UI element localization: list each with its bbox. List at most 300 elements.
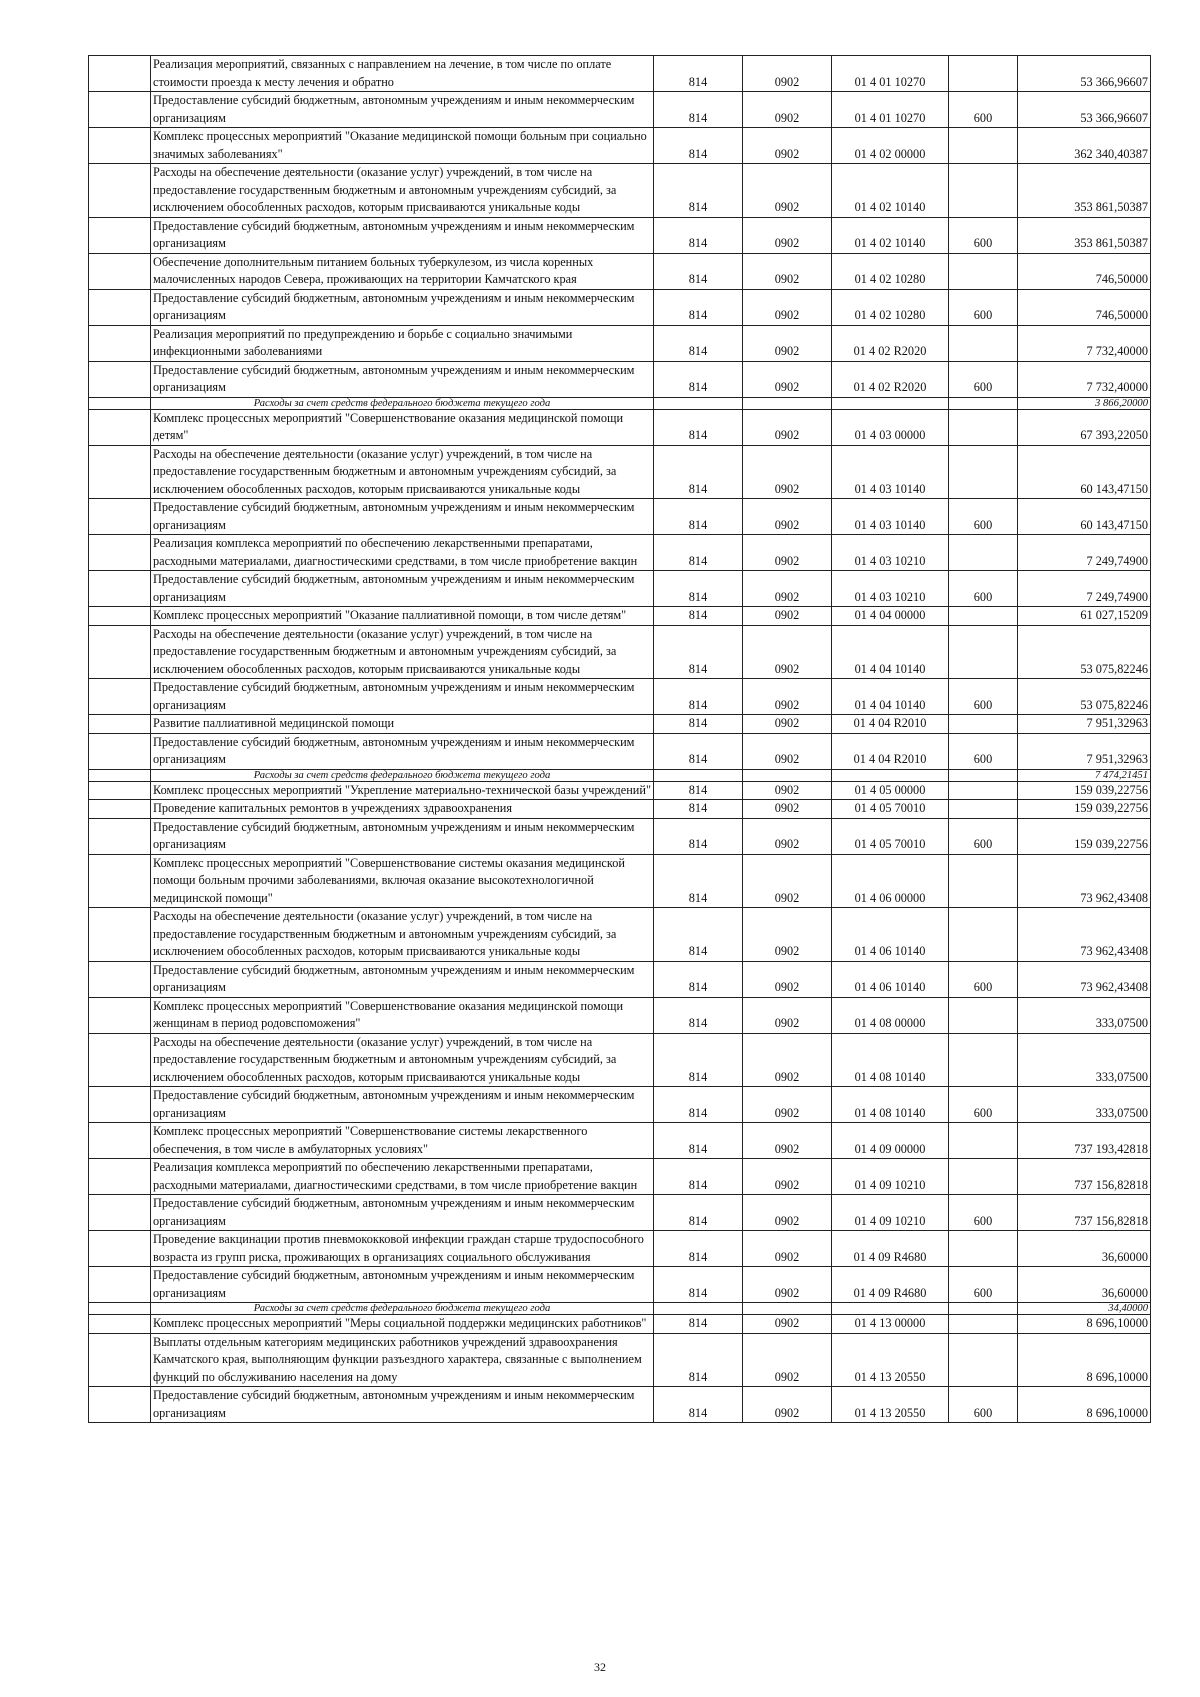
row-target-article — [832, 769, 949, 781]
row-target-article: 01 4 02 10140 — [832, 217, 949, 253]
row-section-code: 0902 — [743, 535, 832, 571]
row-blank-cell — [89, 715, 151, 734]
table-row — [89, 854, 1151, 908]
row-section-code: 0902 — [743, 1195, 832, 1231]
row-description: Проведение капитальных ремонтов в учреждениях здравоохранения — [151, 800, 654, 819]
row-description: Предоставление субсидий бюджетным, автономным учреждениям и иным некоммерческим организациям — [151, 289, 654, 325]
row-target-article: 01 4 13 20550 — [832, 1333, 949, 1387]
table-row — [89, 1267, 1151, 1303]
row-target-article: 01 4 02 10140 — [832, 164, 949, 218]
row-expense-type: 600 — [949, 733, 1018, 769]
row-amount: 34,40000 — [1018, 1303, 1151, 1315]
table-row — [89, 607, 1151, 626]
row-ministry-code: 814 — [654, 499, 743, 535]
table-row — [89, 445, 1151, 499]
row-expense-type — [949, 715, 1018, 734]
row-amount: 53 366,96607 — [1018, 92, 1151, 128]
row-target-article: 01 4 08 10140 — [832, 1087, 949, 1123]
table-row — [89, 1333, 1151, 1387]
row-blank-cell — [89, 445, 151, 499]
row-blank-cell — [89, 1231, 151, 1267]
row-description: Реализация комплекса мероприятий по обеспечению лекарственными препаратами, расходными материалами, диагностическими средствами, в том числе приобретение вакцин — [151, 535, 654, 571]
budget-table — [88, 55, 1151, 1423]
row-description: Расходы на обеспечение деятельности (оказание услуг) учреждений, в том числе на предоставление государственным бюджетным и автономным учреждениям субсидий, за исключением обособленных расходов, которым присваиваются уникальные коды — [151, 445, 654, 499]
row-section-code: 0902 — [743, 56, 832, 92]
row-blank-cell — [89, 1303, 151, 1315]
row-description: Комплекс процессных мероприятий "Совершенствование оказания медицинской помощи детям" — [151, 409, 654, 445]
table-note-row — [89, 397, 1151, 409]
row-target-article: 01 4 04 R2010 — [832, 715, 949, 734]
row-expense-type — [949, 253, 1018, 289]
row-section-code: 0902 — [743, 625, 832, 679]
row-amount: 362 340,40387 — [1018, 128, 1151, 164]
row-description: Реализация мероприятий, связанных с направлением на лечение, в том числе по оплате стоимости проезда к месту лечения и обратно — [151, 56, 654, 92]
row-amount: 60 143,47150 — [1018, 499, 1151, 535]
row-blank-cell — [89, 854, 151, 908]
row-blank-cell — [89, 1087, 151, 1123]
row-blank-cell — [89, 571, 151, 607]
row-description: Предоставление субсидий бюджетным, автономным учреждениям и иным некоммерческим организациям — [151, 818, 654, 854]
row-target-article: 01 4 03 10140 — [832, 499, 949, 535]
row-ministry-code: 814 — [654, 1267, 743, 1303]
row-target-article: 01 4 13 00000 — [832, 1315, 949, 1334]
row-section-code: 0902 — [743, 253, 832, 289]
row-expense-type: 600 — [949, 1267, 1018, 1303]
row-ministry-code: 814 — [654, 1159, 743, 1195]
row-blank-cell — [89, 679, 151, 715]
row-section-code: 0902 — [743, 800, 832, 819]
row-target-article: 01 4 03 10140 — [832, 445, 949, 499]
row-amount: 60 143,47150 — [1018, 445, 1151, 499]
row-ministry-code: 814 — [654, 997, 743, 1033]
table-row — [89, 1387, 1151, 1423]
row-target-article — [832, 1303, 949, 1315]
table-row — [89, 1087, 1151, 1123]
row-expense-type: 600 — [949, 217, 1018, 253]
row-ministry-code: 814 — [654, 625, 743, 679]
row-expense-type — [949, 1333, 1018, 1387]
row-blank-cell — [89, 1267, 151, 1303]
row-blank-cell — [89, 325, 151, 361]
row-target-article: 01 4 09 R4680 — [832, 1267, 949, 1303]
table-note-row — [89, 1303, 1151, 1315]
row-ministry-code: 814 — [654, 325, 743, 361]
row-target-article: 01 4 06 10140 — [832, 961, 949, 997]
row-amount: 353 861,50387 — [1018, 164, 1151, 218]
row-target-article: 01 4 06 00000 — [832, 854, 949, 908]
row-description: Расходы за счет средств федерального бюджета текущего года — [151, 397, 654, 409]
row-ministry-code: 814 — [654, 1333, 743, 1387]
row-description: Комплекс процессных мероприятий "Совершенствование оказания медицинской помощи женщинам в период родовспоможения" — [151, 997, 654, 1033]
row-blank-cell — [89, 818, 151, 854]
row-amount: 8 696,10000 — [1018, 1315, 1151, 1334]
row-blank-cell — [89, 1315, 151, 1334]
row-amount: 61 027,15209 — [1018, 607, 1151, 626]
table-row — [89, 92, 1151, 128]
row-section-code: 0902 — [743, 128, 832, 164]
row-section-code: 0902 — [743, 1315, 832, 1334]
table-row — [89, 1033, 1151, 1087]
row-description: Предоставление субсидий бюджетным, автономным учреждениям и иным некоммерческим организациям — [151, 733, 654, 769]
table-note-row — [89, 769, 1151, 781]
row-description: Предоставление субсидий бюджетным, автономным учреждениям и иным некоммерческим организациям — [151, 92, 654, 128]
row-expense-type — [949, 409, 1018, 445]
table-row — [89, 361, 1151, 397]
row-amount: 159 039,22756 — [1018, 818, 1151, 854]
row-target-article: 01 4 02 10280 — [832, 253, 949, 289]
row-section-code — [743, 1303, 832, 1315]
row-expense-type: 600 — [949, 361, 1018, 397]
row-blank-cell — [89, 92, 151, 128]
row-section-code: 0902 — [743, 571, 832, 607]
row-blank-cell — [89, 128, 151, 164]
row-expense-type — [949, 769, 1018, 781]
row-amount: 8 696,10000 — [1018, 1333, 1151, 1387]
row-section-code: 0902 — [743, 854, 832, 908]
row-blank-cell — [89, 961, 151, 997]
row-amount: 3 866,20000 — [1018, 397, 1151, 409]
table-row — [89, 1315, 1151, 1334]
row-section-code: 0902 — [743, 217, 832, 253]
table-row — [89, 1231, 1151, 1267]
row-section-code: 0902 — [743, 361, 832, 397]
row-target-article: 01 4 04 00000 — [832, 607, 949, 626]
row-expense-type: 600 — [949, 289, 1018, 325]
row-ministry-code — [654, 1303, 743, 1315]
row-description: Комплекс процессных мероприятий "Оказание паллиативной помощи, в том числе детям" — [151, 607, 654, 626]
row-section-code: 0902 — [743, 92, 832, 128]
row-ministry-code: 814 — [654, 679, 743, 715]
row-ministry-code: 814 — [654, 1387, 743, 1423]
row-ministry-code: 814 — [654, 961, 743, 997]
row-target-article: 01 4 02 00000 — [832, 128, 949, 164]
row-ministry-code: 814 — [654, 781, 743, 800]
row-blank-cell — [89, 217, 151, 253]
row-expense-type — [949, 1315, 1018, 1334]
row-expense-type — [949, 535, 1018, 571]
row-section-code: 0902 — [743, 908, 832, 962]
row-section-code — [743, 769, 832, 781]
row-amount: 53 366,96607 — [1018, 56, 1151, 92]
row-description: Проведение вакцинации против пневмококковой инфекции граждан старше трудоспособного возраста из групп риска, проживающих в организациях социального обслуживания — [151, 1231, 654, 1267]
row-amount: 746,50000 — [1018, 253, 1151, 289]
row-description: Предоставление субсидий бюджетным, автономным учреждениям и иным некоммерческим организациям — [151, 1195, 654, 1231]
row-ministry-code: 814 — [654, 733, 743, 769]
row-amount: 159 039,22756 — [1018, 800, 1151, 819]
row-amount: 7 732,40000 — [1018, 361, 1151, 397]
row-target-article: 01 4 01 10270 — [832, 56, 949, 92]
row-ministry-code: 814 — [654, 800, 743, 819]
row-ministry-code: 814 — [654, 535, 743, 571]
row-ministry-code — [654, 769, 743, 781]
table-row — [89, 1159, 1151, 1195]
row-description: Предоставление субсидий бюджетным, автономным учреждениям и иным некоммерческим организациям — [151, 1087, 654, 1123]
row-blank-cell — [89, 1333, 151, 1387]
row-amount: 7 732,40000 — [1018, 325, 1151, 361]
row-blank-cell — [89, 409, 151, 445]
row-ministry-code: 814 — [654, 571, 743, 607]
row-target-article: 01 4 09 R4680 — [832, 1231, 949, 1267]
row-ministry-code: 814 — [654, 607, 743, 626]
row-target-article: 01 4 02 10280 — [832, 289, 949, 325]
row-target-article: 01 4 08 10140 — [832, 1033, 949, 1087]
row-expense-type: 600 — [949, 961, 1018, 997]
row-amount: 7 249,74900 — [1018, 571, 1151, 607]
row-target-article: 01 4 13 20550 — [832, 1387, 949, 1423]
row-amount: 737 193,42818 — [1018, 1123, 1151, 1159]
row-target-article: 01 4 03 10210 — [832, 535, 949, 571]
row-section-code: 0902 — [743, 1387, 832, 1423]
row-ministry-code: 814 — [654, 1033, 743, 1087]
table-row — [89, 800, 1151, 819]
row-expense-type — [949, 325, 1018, 361]
row-ministry-code: 814 — [654, 1195, 743, 1231]
row-ministry-code: 814 — [654, 1087, 743, 1123]
row-expense-type — [949, 997, 1018, 1033]
row-blank-cell — [89, 1387, 151, 1423]
row-description: Расходы на обеспечение деятельности (оказание услуг) учреждений, в том числе на предоставление государственным бюджетным и автономным учреждениям субсидий, за исключением обособленных расходов, которым присваиваются уникальные коды — [151, 908, 654, 962]
row-target-article: 01 4 05 70010 — [832, 800, 949, 819]
row-expense-type: 600 — [949, 1195, 1018, 1231]
row-section-code: 0902 — [743, 679, 832, 715]
row-blank-cell — [89, 1123, 151, 1159]
row-amount: 7 249,74900 — [1018, 535, 1151, 571]
table-row — [89, 818, 1151, 854]
row-blank-cell — [89, 908, 151, 962]
row-ministry-code: 814 — [654, 1315, 743, 1334]
row-section-code: 0902 — [743, 499, 832, 535]
row-blank-cell — [89, 253, 151, 289]
row-section-code: 0902 — [743, 715, 832, 734]
row-blank-cell — [89, 997, 151, 1033]
row-blank-cell — [89, 499, 151, 535]
row-expense-type — [949, 1303, 1018, 1315]
row-blank-cell — [89, 781, 151, 800]
row-section-code: 0902 — [743, 818, 832, 854]
row-section-code: 0902 — [743, 1087, 832, 1123]
row-target-article: 01 4 09 00000 — [832, 1123, 949, 1159]
row-description: Расходы на обеспечение деятельности (оказание услуг) учреждений, в том числе на предоставление государственным бюджетным и автономным учреждениям субсидий, за исключением обособленных расходов, которым присваиваются уникальные коды — [151, 1033, 654, 1087]
row-blank-cell — [89, 800, 151, 819]
row-amount: 73 962,43408 — [1018, 961, 1151, 997]
row-section-code — [743, 397, 832, 409]
row-amount: 333,07500 — [1018, 997, 1151, 1033]
row-ministry-code: 814 — [654, 818, 743, 854]
row-description: Развитие паллиативной медицинской помощи — [151, 715, 654, 734]
row-ministry-code: 814 — [654, 854, 743, 908]
row-amount: 73 962,43408 — [1018, 854, 1151, 908]
row-target-article: 01 4 04 10140 — [832, 625, 949, 679]
row-amount: 67 393,22050 — [1018, 409, 1151, 445]
row-section-code: 0902 — [743, 445, 832, 499]
table-row — [89, 56, 1151, 92]
row-blank-cell — [89, 1033, 151, 1087]
row-amount: 746,50000 — [1018, 289, 1151, 325]
row-description: Предоставление субсидий бюджетным, автономным учреждениям и иным некоммерческим организациям — [151, 1387, 654, 1423]
row-expense-type — [949, 854, 1018, 908]
row-description: Предоставление субсидий бюджетным, автономным учреждениям и иным некоммерческим организациям — [151, 361, 654, 397]
table-row — [89, 535, 1151, 571]
row-amount: 8 696,10000 — [1018, 1387, 1151, 1423]
row-ministry-code: 814 — [654, 715, 743, 734]
row-description: Реализация комплекса мероприятий по обеспечению лекарственными препаратами, расходными материалами, диагностическими средствами, в том числе приобретение вакцин — [151, 1159, 654, 1195]
row-expense-type — [949, 1033, 1018, 1087]
row-target-article: 01 4 09 10210 — [832, 1159, 949, 1195]
row-ministry-code: 814 — [654, 217, 743, 253]
table-row — [89, 499, 1151, 535]
row-amount: 73 962,43408 — [1018, 908, 1151, 962]
table-row — [89, 997, 1151, 1033]
table-row — [89, 164, 1151, 218]
row-blank-cell — [89, 625, 151, 679]
row-expense-type: 600 — [949, 1387, 1018, 1423]
table-row — [89, 217, 1151, 253]
row-expense-type: 600 — [949, 499, 1018, 535]
row-blank-cell — [89, 607, 151, 626]
row-expense-type: 600 — [949, 1087, 1018, 1123]
row-amount: 159 039,22756 — [1018, 781, 1151, 800]
row-blank-cell — [89, 397, 151, 409]
row-expense-type — [949, 164, 1018, 218]
row-ministry-code: 814 — [654, 253, 743, 289]
row-expense-type — [949, 800, 1018, 819]
page-number: 32 — [594, 1660, 606, 1674]
row-section-code: 0902 — [743, 325, 832, 361]
row-expense-type: 600 — [949, 679, 1018, 715]
row-description: Комплекс процессных мероприятий "Меры социальной поддержки медицинских работников" — [151, 1315, 654, 1334]
row-amount: 353 861,50387 — [1018, 217, 1151, 253]
row-ministry-code: 814 — [654, 56, 743, 92]
table-row — [89, 679, 1151, 715]
row-target-article: 01 4 04 10140 — [832, 679, 949, 715]
row-blank-cell — [89, 164, 151, 218]
row-description: Предоставление субсидий бюджетным, автономным учреждениям и иным некоммерческим организациям — [151, 961, 654, 997]
row-section-code: 0902 — [743, 409, 832, 445]
row-target-article: 01 4 03 10210 — [832, 571, 949, 607]
row-ministry-code: 814 — [654, 1123, 743, 1159]
row-blank-cell — [89, 361, 151, 397]
row-section-code: 0902 — [743, 164, 832, 218]
table-row — [89, 325, 1151, 361]
row-ministry-code: 814 — [654, 128, 743, 164]
row-ministry-code: 814 — [654, 289, 743, 325]
row-expense-type — [949, 397, 1018, 409]
row-expense-type — [949, 128, 1018, 164]
row-description: Выплаты отдельным категориям медицинских работников учреждений здравоохранения Камчатского края, выполняющим функции разъездного характера, связанные с выполнением функций по обслуживанию населения на дому — [151, 1333, 654, 1387]
row-description: Комплекс процессных мероприятий "Совершенствование системы лекарственного обеспечения, в том числе в амбулаторных условиях" — [151, 1123, 654, 1159]
row-blank-cell — [89, 733, 151, 769]
row-expense-type — [949, 1123, 1018, 1159]
row-blank-cell — [89, 535, 151, 571]
row-amount: 36,60000 — [1018, 1267, 1151, 1303]
row-expense-type — [949, 781, 1018, 800]
row-target-article: 01 4 06 10140 — [832, 908, 949, 962]
row-section-code: 0902 — [743, 1159, 832, 1195]
row-ministry-code: 814 — [654, 445, 743, 499]
row-expense-type — [949, 607, 1018, 626]
row-expense-type — [949, 56, 1018, 92]
row-target-article: 01 4 04 R2010 — [832, 733, 949, 769]
row-amount: 737 156,82818 — [1018, 1159, 1151, 1195]
row-section-code: 0902 — [743, 289, 832, 325]
row-section-code: 0902 — [743, 1123, 832, 1159]
row-ministry-code: 814 — [654, 92, 743, 128]
table-row — [89, 253, 1151, 289]
row-description: Комплекс процессных мероприятий "Совершенствование системы оказания медицинской помощи больным прочими заболеваниями, включая оказание высокотехнологичной медицинской помощи" — [151, 854, 654, 908]
row-section-code: 0902 — [743, 1033, 832, 1087]
row-amount: 333,07500 — [1018, 1087, 1151, 1123]
row-expense-type — [949, 1159, 1018, 1195]
row-description: Расходы за счет средств федерального бюджета текущего года — [151, 769, 654, 781]
row-blank-cell — [89, 1195, 151, 1231]
row-section-code: 0902 — [743, 781, 832, 800]
row-target-article — [832, 397, 949, 409]
table-body — [89, 56, 1151, 1423]
row-target-article: 01 4 09 10210 — [832, 1195, 949, 1231]
row-amount: 7 951,32963 — [1018, 733, 1151, 769]
row-expense-type: 600 — [949, 92, 1018, 128]
row-target-article: 01 4 01 10270 — [832, 92, 949, 128]
table-row — [89, 1123, 1151, 1159]
row-expense-type: 600 — [949, 571, 1018, 607]
row-section-code: 0902 — [743, 1333, 832, 1387]
table-row — [89, 625, 1151, 679]
row-description: Расходы на обеспечение деятельности (оказание услуг) учреждений, в том числе на предоставление государственным бюджетным и автономным учреждениям субсидий, за исключением обособленных расходов, которым присваиваются уникальные коды — [151, 625, 654, 679]
row-blank-cell — [89, 1159, 151, 1195]
row-description: Предоставление субсидий бюджетным, автономным учреждениям и иным некоммерческим организациям — [151, 571, 654, 607]
row-ministry-code: 814 — [654, 409, 743, 445]
row-section-code: 0902 — [743, 733, 832, 769]
row-description: Комплекс процессных мероприятий "Укрепление материально-технической базы учреждений" — [151, 781, 654, 800]
row-description: Расходы на обеспечение деятельности (оказание услуг) учреждений, в том числе на предоставление государственным бюджетным и автономным учреждениям субсидий, за исключением обособленных расходов, которым присваиваются уникальные коды — [151, 164, 654, 218]
row-section-code: 0902 — [743, 1267, 832, 1303]
row-expense-type — [949, 908, 1018, 962]
row-ministry-code: 814 — [654, 164, 743, 218]
row-target-article: 01 4 03 00000 — [832, 409, 949, 445]
row-expense-type — [949, 625, 1018, 679]
row-ministry-code — [654, 397, 743, 409]
row-amount: 7 474,21451 — [1018, 769, 1151, 781]
row-amount: 53 075,82246 — [1018, 625, 1151, 679]
row-target-article: 01 4 05 00000 — [832, 781, 949, 800]
table-row — [89, 128, 1151, 164]
row-amount: 737 156,82818 — [1018, 1195, 1151, 1231]
row-blank-cell — [89, 289, 151, 325]
row-section-code: 0902 — [743, 961, 832, 997]
row-description: Предоставление субсидий бюджетным, автономным учреждениям и иным некоммерческим организациям — [151, 1267, 654, 1303]
row-expense-type: 600 — [949, 818, 1018, 854]
table-row — [89, 1195, 1151, 1231]
row-expense-type — [949, 1231, 1018, 1267]
table-row — [89, 908, 1151, 962]
row-description: Обеспечение дополнительным питанием больных туберкулезом, из числа коренных малочисленных народов Севера, проживающих на территории Камчатского края — [151, 253, 654, 289]
row-amount: 36,60000 — [1018, 1231, 1151, 1267]
row-description: Предоставление субсидий бюджетным, автономным учреждениям и иным некоммерческим организациям — [151, 217, 654, 253]
row-target-article: 01 4 05 70010 — [832, 818, 949, 854]
row-description: Предоставление субсидий бюджетным, автономным учреждениям и иным некоммерческим организациям — [151, 499, 654, 535]
row-blank-cell — [89, 769, 151, 781]
row-amount: 7 951,32963 — [1018, 715, 1151, 734]
row-ministry-code: 814 — [654, 908, 743, 962]
row-description: Реализация мероприятий по предупреждению и борьбе с социально значимыми инфекционными заболеваниями — [151, 325, 654, 361]
row-description: Расходы за счет средств федерального бюджета текущего года — [151, 1303, 654, 1315]
table-row — [89, 733, 1151, 769]
row-section-code: 0902 — [743, 607, 832, 626]
table-row — [89, 571, 1151, 607]
row-ministry-code: 814 — [654, 1231, 743, 1267]
table-row — [89, 409, 1151, 445]
row-target-article: 01 4 08 00000 — [832, 997, 949, 1033]
